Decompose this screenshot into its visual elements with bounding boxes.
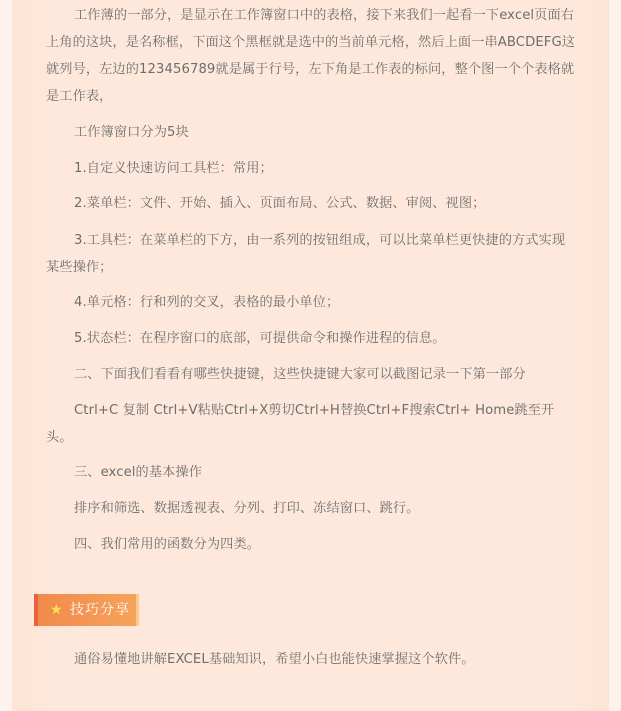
right-margin xyxy=(609,0,621,711)
paragraph-basic-operations-list: 排序和筛选、数据透视表、分列、打印、冻结窗口、跳行。 xyxy=(74,501,420,516)
paragraph-quick-access-toolbar: 1.自定义快速访问工具栏：常用； xyxy=(74,161,273,176)
left-margin xyxy=(0,0,12,711)
paragraph-basic-operations-heading: 三、excel的基本操作 xyxy=(74,465,202,480)
paragraph-toolbar: 3.工具栏：在菜单栏的下方，由一系列的按钮组成，可以比菜单栏更快捷的方式实现某些操作； xyxy=(46,233,566,275)
paragraph-status-bar: 5.状态栏：在程序窗口的底部，可提供命令和操作进程的信息。 xyxy=(74,331,446,346)
paragraph-closing: 通俗易懂地讲解EXCEL基础知识，希望小白也能快速掌握这个软件。 xyxy=(74,652,475,667)
section-tag xyxy=(34,594,140,626)
paragraph-menu-bar: 2.菜单栏：文件、开始、插入、页面布局、公式、数据、审阅、视图； xyxy=(74,196,486,211)
paragraph-intro: 工作薄的一部分，是显示在工作簿窗口中的表格，接下来我们一起看一下excel页面右上角的这块，是名称框，下面这个黑框就是选中的当前单元格，然后上面一串ABCDEFG这就列号，左边的123456789就是属于行号，左下角是工作表的标问，整个图一个个表格就是工作表， xyxy=(46,8,576,104)
star-icon: ★ xyxy=(50,602,63,618)
section-tag-body xyxy=(38,594,136,626)
paragraph-shortcuts-heading: 二、下面我们看看有哪些快捷键，这些快捷键大家可以截图记录一下第一部分 xyxy=(74,367,526,382)
article-panel xyxy=(12,0,609,711)
section-tag-label: 技巧分享 xyxy=(70,602,130,618)
paragraph-shortcuts-list: Ctrl+C 复制 Ctrl+V粘贴Ctrl+X剪切Ctrl+H替换Ctrl+F搜索Ctrl+ Home跳至开头。 xyxy=(46,403,555,445)
paragraph-functions-heading: 四、我们常用的函数分为四类。 xyxy=(74,537,261,552)
paragraph-workbook-blocks: 工作簿窗口分为5块 xyxy=(74,125,189,140)
paragraph-cell: 4.单元格：行和列的交叉，表格的最小单位； xyxy=(74,295,340,310)
